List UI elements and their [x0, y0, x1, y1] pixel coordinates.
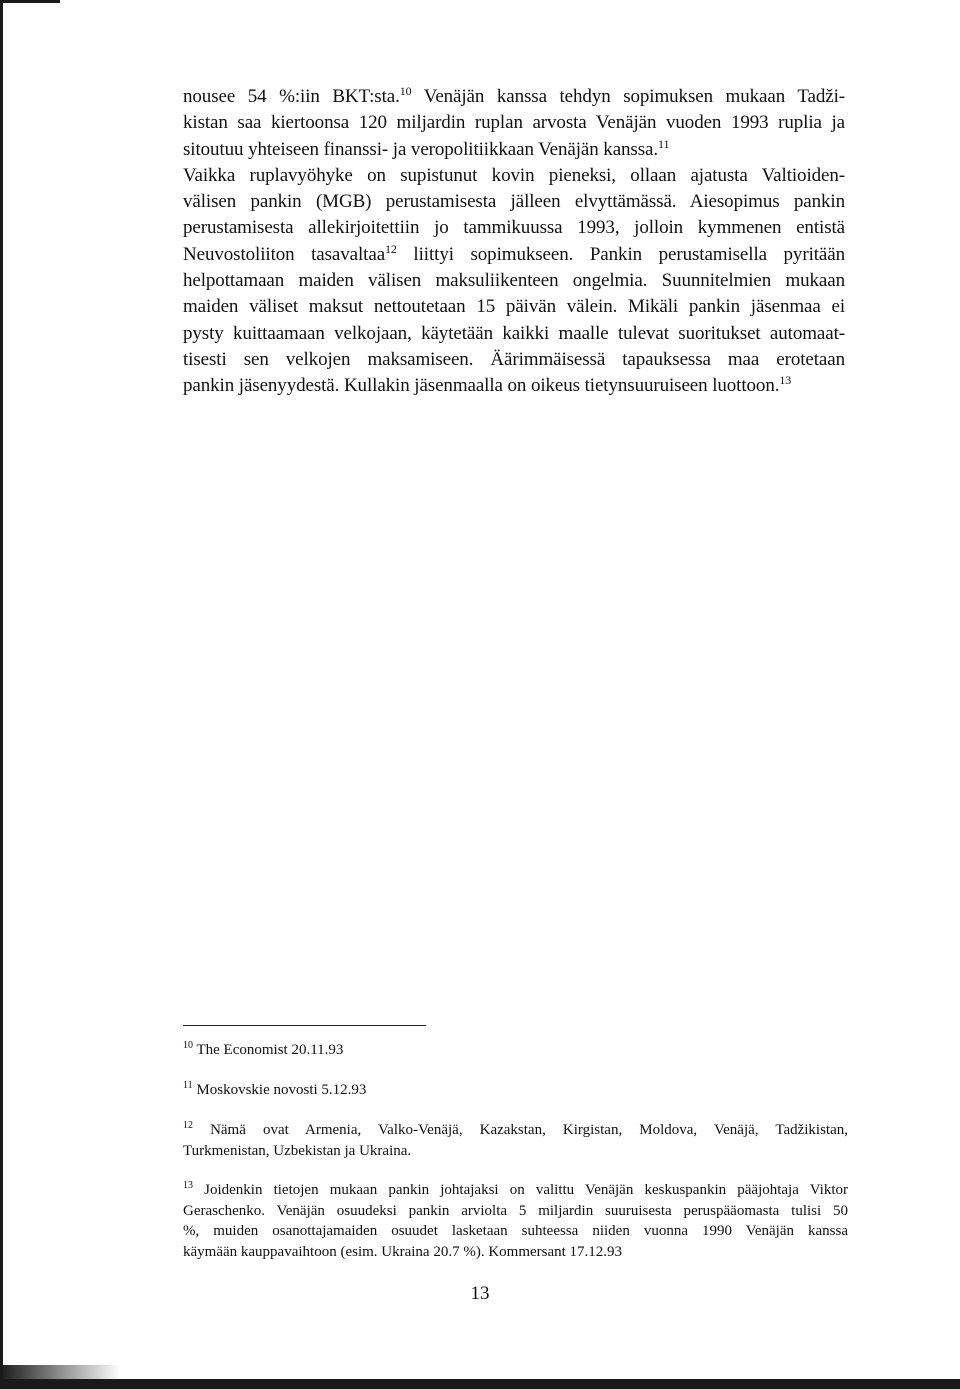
text-run: nousee 54 %:iin BKT:sta. [183, 86, 400, 107]
footnote-text: %, muiden osanottajamaiden osuudet lasketaan suhteessa niiden vuonna 1990 Venäjän kanssa [183, 1223, 848, 1239]
footnote-line [183, 1040, 848, 1061]
text-run: välisen pankin (MGB) perustamisesta jälleen elvyttämässä. Aiesopimus pankin [183, 191, 845, 213]
footnote-12 [183, 1120, 848, 1161]
text-run: tisesti sen velkojen maksamiseen. Äärimmäisessä tapauksessa maa erotetaan [183, 348, 845, 370]
footnote-line [183, 1201, 848, 1222]
footnote-text: Moskovskie novosti 5.12.93 [196, 1082, 367, 1098]
footnote-separator [183, 1025, 426, 1026]
footnote-text: Joidenkin tietojen mukaan pankin johtajaksi on valittu Venäjän keskuspankin pääjohtaja Viktor [204, 1182, 849, 1198]
text-run: pysty kuittaamaan velkojaan, käytetään kaikki maalle tulevat suoritukset automaat- [183, 322, 845, 344]
text-run: sitoutuu yhteiseen finanssi- ja veropolitiikkaan Venäjän kanssa. [183, 138, 659, 160]
footnote-number: 12 [183, 1120, 193, 1131]
footnote-number: 13 [183, 1180, 193, 1191]
footnote-text: Turkmenistan, Uzbekistan ja Ukraina. [183, 1142, 412, 1159]
page-number: 13 [470, 1283, 490, 1304]
footnote-11 [183, 1080, 848, 1101]
text-run: pankin jäsenyydestä. Kullakin jäsenmaalla on oikeus tietynsuuruiseen luottoon. [183, 375, 780, 397]
footnote-ref: 10 [399, 84, 412, 98]
text-line [183, 189, 845, 215]
footnote-text: Geraschenko. Venäjän osuudeksi pankin arviolta 5 miljardin suuruisesta peruspääomasta tulisi 50 [183, 1202, 848, 1219]
footnote-line [183, 1221, 848, 1242]
scan-left-edge [0, 0, 3, 1389]
text-run: Vaikka ruplavyöhyke on supistunut kovin pieneksi, ollaan ajatusta Valtioiden- [183, 164, 845, 186]
footnote-line [183, 1242, 848, 1263]
text-line [183, 137, 845, 163]
footnote-line [183, 1141, 848, 1162]
footnote-ref: 11 [658, 136, 670, 151]
text-line [183, 84, 845, 110]
footnote-10 [183, 1040, 848, 1061]
text-run: Neuvostoliiton tasavaltaa [183, 243, 386, 265]
footnote-line [183, 1120, 848, 1141]
text-run: kistan saa kiertoonsa 120 miljardin ruplan arvosta Venäjän vuoden 1993 ruplia ja [183, 112, 845, 134]
text-line [183, 163, 845, 189]
text-run: Venäjän kanssa tehdyn sopimuksen mukaan Tadži- [411, 86, 845, 107]
text-line [183, 268, 845, 294]
text-run: perustamisesta allekirjoitettiin jo tammikuussa 1993, jolloin kymmenen entistä [183, 217, 845, 239]
footnote-line [183, 1080, 848, 1101]
footnote-text: The Economist 20.11.93 [196, 1042, 344, 1058]
footnote-number: 11 [183, 1080, 193, 1091]
scan-top-edge [0, 0, 60, 3]
text-run: liittyi sopimukseen. Pankin perustamisella pyritään [396, 243, 845, 265]
text-line [183, 242, 845, 268]
footnote-text: Nämä ovat Armenia, Valko-Venäjä, Kazakstan, Kirgistan, Moldova, Venäjä, Tadžikistan, [210, 1122, 849, 1138]
body-paragraph [183, 84, 845, 400]
text-run: maiden väliset maksut nettoutetaan 15 päivän välein. Mikäli pankin jäsenmaa ei [183, 296, 845, 318]
footnote-number: 10 [183, 1040, 193, 1051]
scan-bottom-shadow [0, 1365, 120, 1379]
footnote-ref: 12 [385, 241, 397, 256]
footnote-13 [183, 1180, 848, 1262]
footnote-line [183, 1180, 848, 1201]
text-line [183, 321, 845, 347]
text-line [183, 110, 845, 136]
footnote-ref: 13 [779, 373, 792, 388]
text-line [183, 294, 845, 320]
scan-bottom-edge [0, 1379, 960, 1389]
text-run: helpottamaan maiden välisen maksuliikenteen ongelmia. Suunnitelmien mukaan [183, 270, 845, 292]
text-line [183, 215, 845, 241]
footnote-text: käymään kauppavaihtoon (esim. Ukraina 20.7 %). Kommersant 17.12.93 [183, 1243, 623, 1260]
text-line [183, 373, 845, 399]
text-line [183, 347, 845, 373]
